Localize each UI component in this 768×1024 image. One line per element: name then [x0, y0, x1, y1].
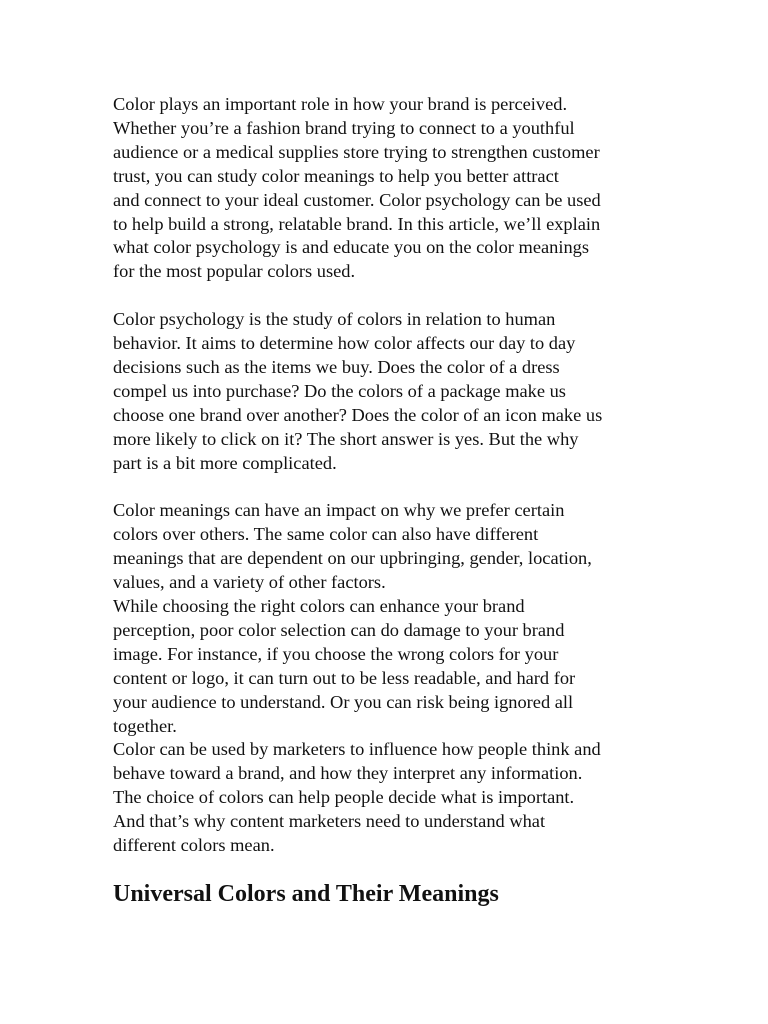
- text-line: The choice of colors can help people decide what is important.: [113, 787, 575, 808]
- text-line: your audience to understand. Or you can risk being ignored all: [113, 691, 574, 712]
- text-line: to help build a strong, relatable brand. In this article, we’ll explain: [113, 213, 601, 234]
- text-line: And that’s why content marketers need to understand what: [113, 811, 546, 832]
- text-line: Color plays an important role in how your brand is perceived.: [113, 94, 568, 114]
- section-heading: Universal Colors and Their Meanings: [113, 880, 499, 907]
- text-line: choose one brand over another? Does the color of an icon make us: [113, 404, 603, 425]
- text-line: Color meanings can have an impact on why we prefer certain: [113, 500, 565, 521]
- text-line: Color can be used by marketers to influence how people think and: [113, 739, 601, 760]
- text-line: colors over others. The same color can also have different: [113, 524, 539, 545]
- paragraph-intro: [113, 93, 648, 284]
- text-line: decisions such as the items we buy. Does the color of a dress: [113, 356, 560, 377]
- text-line: content or logo, it can turn out to be less readable, and hard for: [113, 667, 576, 688]
- text-line: behavior. It aims to determine how color affects our day to day: [113, 333, 576, 354]
- text-line: part is a bit more complicated.: [113, 452, 337, 473]
- text-line: behave toward a brand, and how they interpret any information.: [113, 763, 583, 784]
- text-line: Whether you’re a fashion brand trying to connect to a youthful: [113, 117, 575, 138]
- text-line: meanings that are dependent on our upbringing, gender, location,: [113, 548, 592, 569]
- text-line: for the most popular colors used.: [113, 261, 356, 282]
- paragraph-color-meanings: [113, 499, 648, 858]
- text-line: more likely to click on it? The short answer is yes. But the why: [113, 428, 579, 449]
- text-line: together.: [113, 715, 177, 736]
- paragraph-color-psychology: [113, 308, 648, 475]
- text-line: compel us into purchase? Do the colors of a package make us: [113, 380, 566, 401]
- paragraph-spacer: [113, 475, 648, 499]
- text-line: and connect to your ideal customer. Color psychology can be used: [113, 189, 601, 210]
- text-line: perception, poor color selection can do damage to your brand: [113, 619, 565, 640]
- text-line: different colors mean.: [113, 835, 275, 856]
- text-line: what color psychology is and educate you on the color meanings: [113, 237, 589, 258]
- text-line: image. For instance, if you choose the wrong colors for your: [113, 643, 559, 664]
- text-line: values, and a variety of other factors.: [113, 572, 386, 593]
- text-line: trust, you can study color meanings to help you better attract: [113, 165, 559, 186]
- paragraph-spacer: [113, 284, 648, 308]
- text-line: audience or a medical supplies store trying to strengthen customer: [113, 141, 600, 162]
- text-line: Color psychology is the study of colors in relation to human: [113, 309, 556, 330]
- text-line: While choosing the right colors can enhance your brand: [113, 596, 525, 616]
